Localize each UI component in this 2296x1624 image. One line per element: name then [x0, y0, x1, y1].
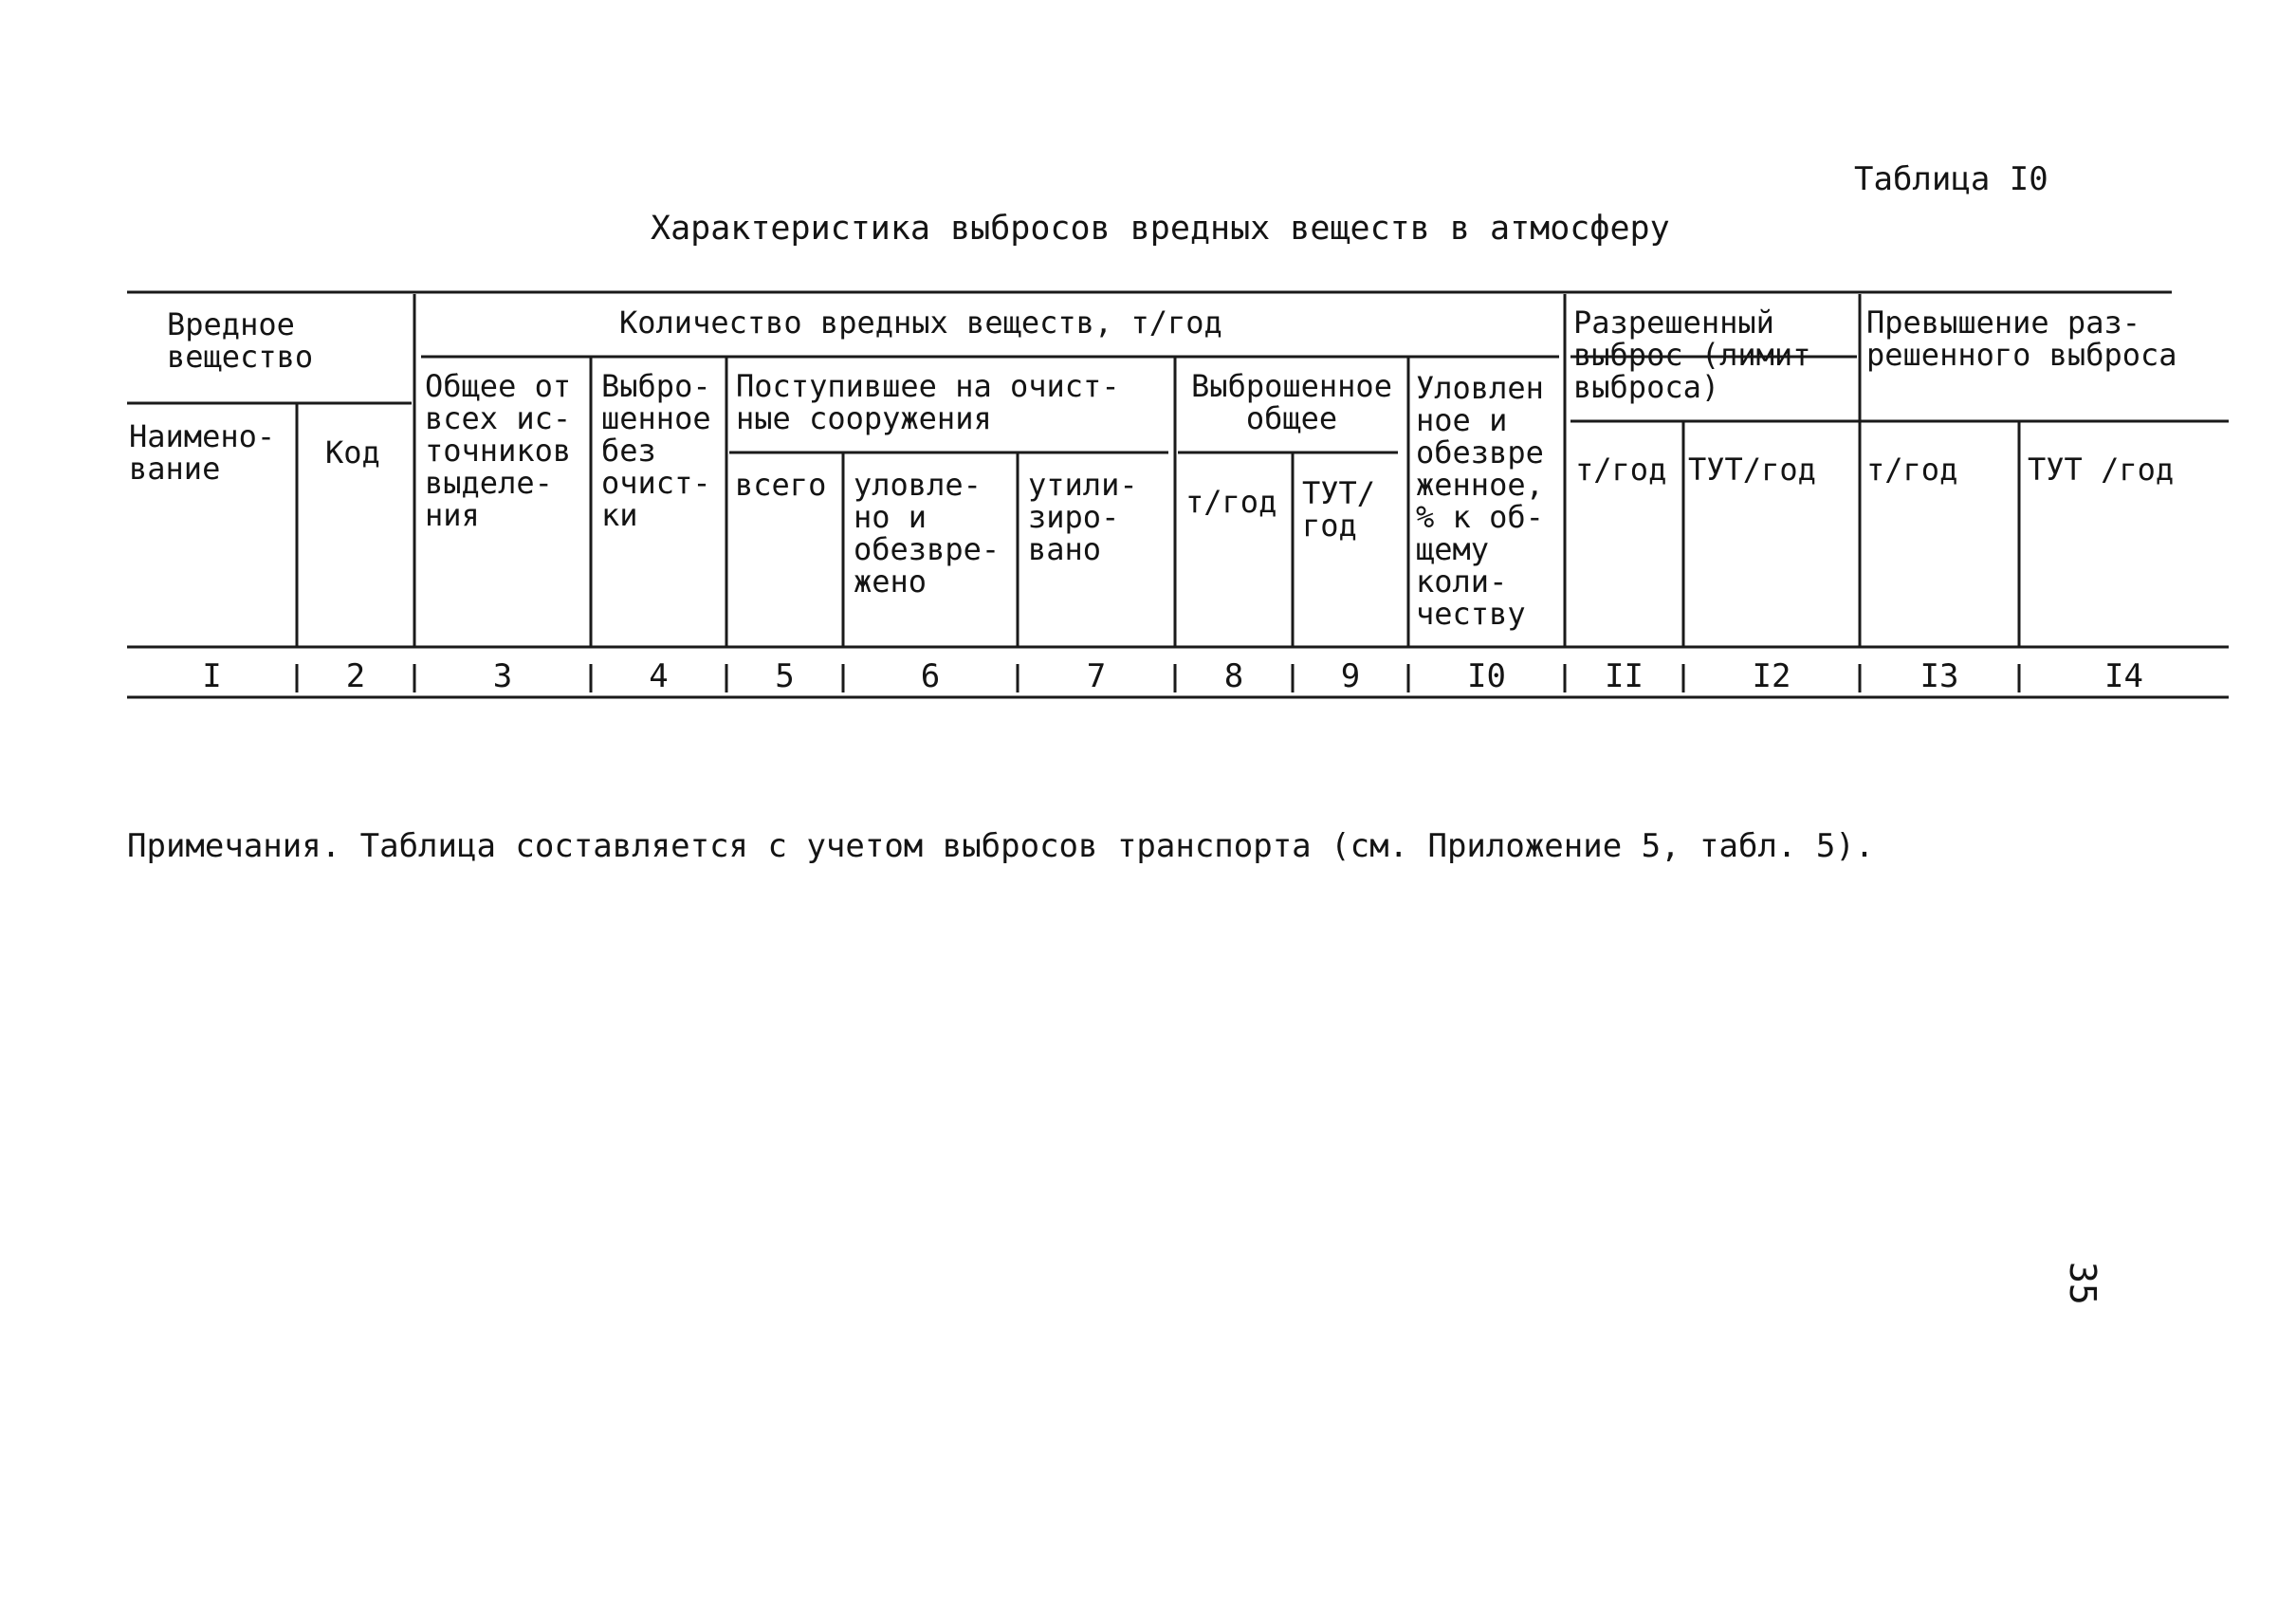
- header-group-received: Поступившее на очист- ные сооружения: [736, 368, 1120, 436]
- column-number: 6: [920, 657, 941, 695]
- column-number: 4: [649, 657, 669, 695]
- header-col-emitted-raw: Выбро- шенное без очист- ки: [601, 368, 711, 533]
- column-number: I4: [2104, 657, 2143, 695]
- header-col-name: Наимено- вание: [129, 418, 276, 487]
- header-col-captured-pct: Уловлен ное и обезвре женное, % к об- щему коли- честву: [1416, 370, 1544, 632]
- column-number: II: [1605, 657, 1644, 695]
- header-group-allowed: Разрешенный выброс (лимит выброса): [1573, 304, 1811, 405]
- table-number: Таблица I0: [1854, 160, 2048, 198]
- column-number: 7: [1086, 657, 1107, 695]
- header-col-all: всего: [735, 467, 827, 503]
- column-number: I2: [1752, 657, 1791, 695]
- header-col-emitted-t: т/год: [1185, 484, 1277, 520]
- header-col-excess-tut: ТУТ /год: [2028, 452, 2175, 488]
- header-group-quantity: Количество вредных веществ, т/год: [619, 304, 1222, 341]
- column-number: I: [202, 657, 222, 695]
- header-col-total-sources: Общее от всех ис- точников выделе- ния: [425, 368, 572, 533]
- header-group-emitted-total: Выброшенное общее: [1191, 368, 1392, 436]
- header-col-excess-t: т/год: [1866, 452, 1958, 488]
- page-number: 35: [2062, 1262, 2103, 1305]
- header-col-utilized: утили- зиро- вано: [1028, 467, 1138, 567]
- column-number: 3: [492, 657, 513, 695]
- column-number: 2: [345, 657, 366, 695]
- column-number: 5: [775, 657, 795, 695]
- column-number: I3: [1919, 657, 1959, 695]
- header-col-allowed-t: т/год: [1575, 452, 1667, 488]
- header-col-emitted-tut: ТУТ/ год: [1302, 475, 1376, 544]
- header-col-allowed-tut: ТУТ/год: [1688, 452, 1816, 488]
- header-group-excess: Превышение раз- решенного выброса: [1866, 304, 2177, 373]
- table-note: Примечания. Таблица составляется с учетом выбросов транспорта (см. Приложение 5, табл. 5).: [127, 827, 1875, 865]
- header-col-captured: уловле- но и обезвре- жено: [854, 467, 1001, 600]
- column-number: 9: [1340, 657, 1361, 695]
- table-title: Характеристика выбросов вредных веществ в атмосферу: [651, 210, 1670, 248]
- header-col-code: Код: [325, 434, 380, 471]
- column-number: I0: [1467, 657, 1506, 695]
- header-group-substance: Вредное вещество: [167, 306, 314, 375]
- column-number: 8: [1223, 657, 1244, 695]
